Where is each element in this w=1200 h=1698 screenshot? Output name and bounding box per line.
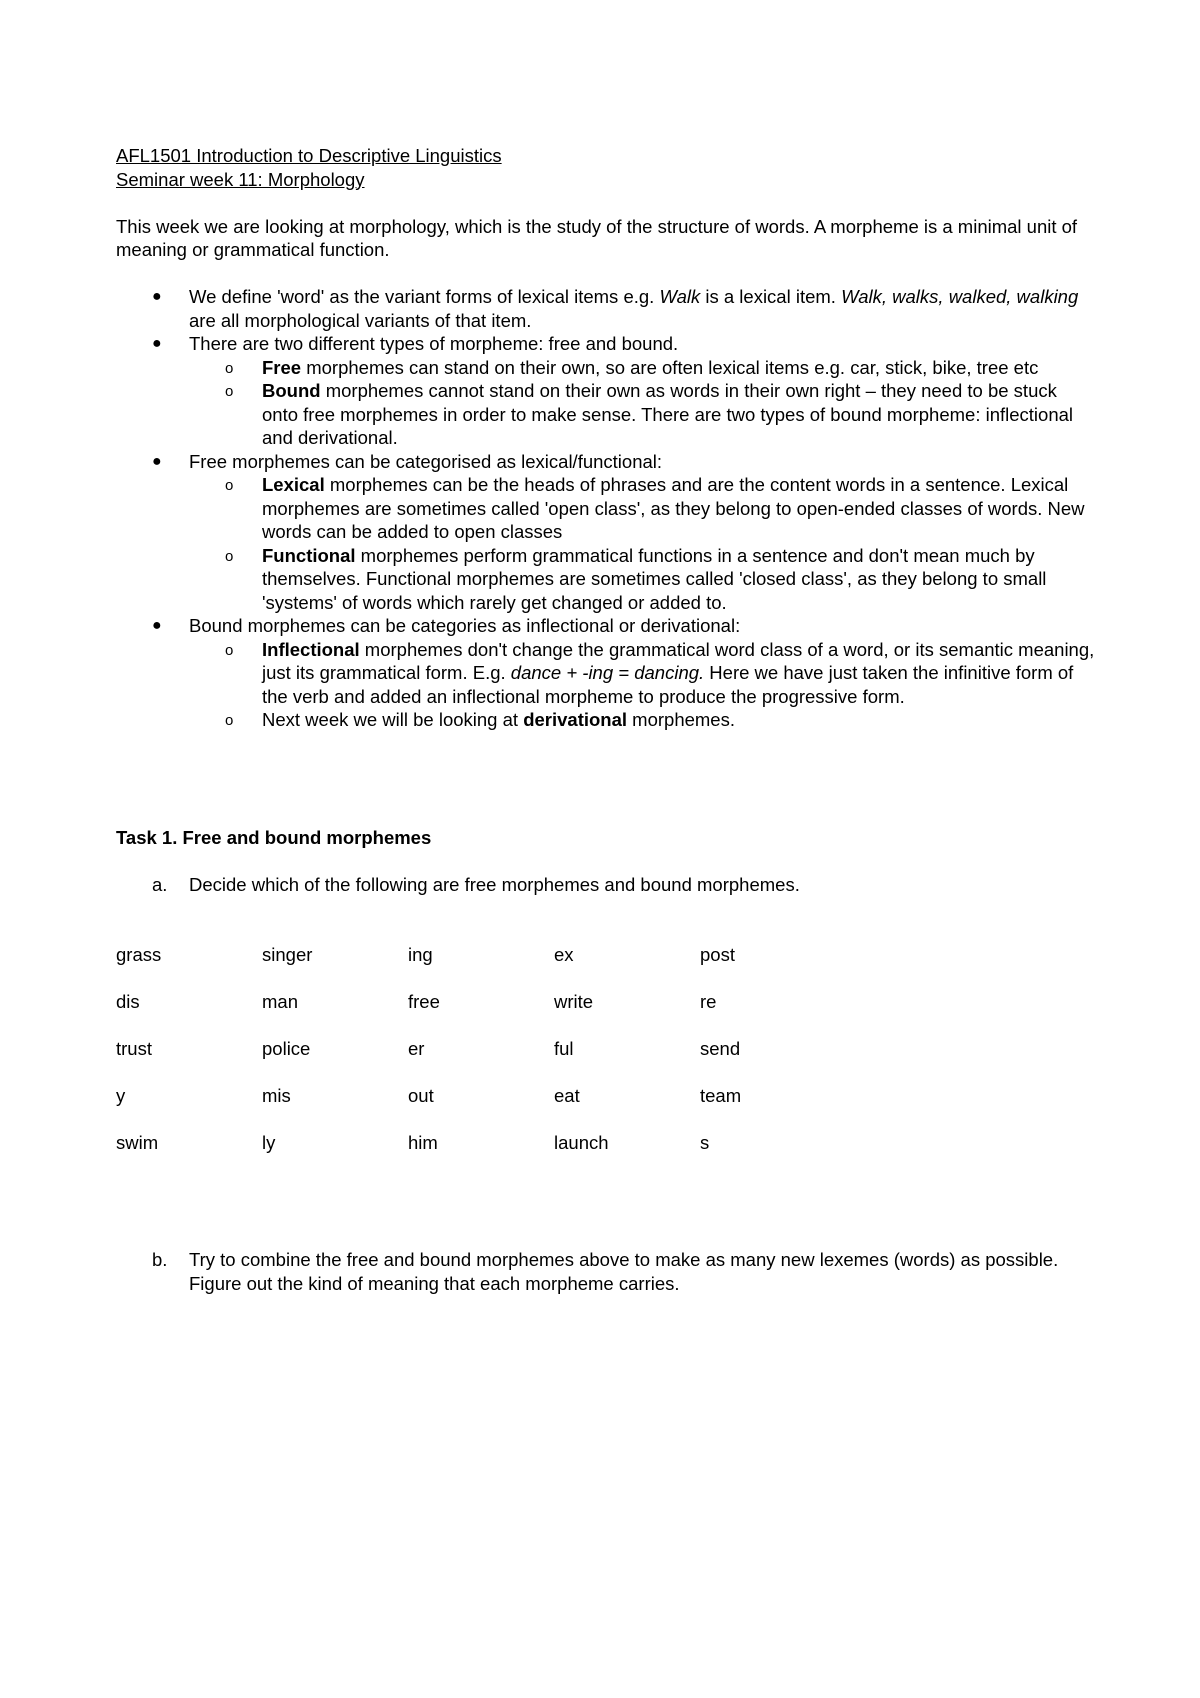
sub-list-free (189, 473, 1096, 614)
sub-list-bound (189, 638, 1096, 732)
sub-bullet-icon: o (225, 712, 234, 729)
table-cell: y (116, 1085, 126, 1106)
table-row (116, 1084, 846, 1131)
sub-item-lexical: o Lexical morphemes can be the heads of phrases and are the content words in a sentence. Lexical morphemes are sometimes called 'open class', as they belong to open-ended classes of words. New words can be added to open classes (225, 474, 1085, 542)
table-cell: free (408, 991, 440, 1012)
bullet-icon: ● (152, 335, 162, 352)
bullet-free-categories: ● Free morphemes can be categorised as lexical/functional: o Lexical morphemes can be the heads of phrases and are the content words in a sentence. Lexical morphemes are sometimes called 'open class', as they belong to open-ended classes of words. New words can be added to open classes o Functional morphemes perform grammatical functions in a sentence and don't mean much by themselves. Functional morphemes are sometimes called 'closed class', as they belong to small 'systems' of words which rarely get changed or added to. (116, 450, 1096, 615)
bullet-icon: ● (152, 452, 162, 470)
table-cell: police (262, 1038, 311, 1059)
sub-bullet-icon: o (225, 641, 234, 659)
table-cell: dis (116, 991, 140, 1012)
table-cell: post (700, 944, 735, 965)
bullet-bound-categories: ● Bound morphemes can be categories as inflectional or derivational: o Inflectional morphemes don't change the grammatical word class of a word, or its semantic meaning, just its grammatical form. E.g. dance + -ing = dancing. Here we have just taken the infinitive form of the verb and added an inflectional morpheme to produce the progressive form. o Next week we will be looking at derivational morphemes. (116, 614, 1096, 732)
intro-paragraph: This week we are looking at morphology, which is the study of the structure of words. A morpheme is a minimal unit of meaning or grammatical function. (116, 215, 1078, 260)
table-cell: write (554, 991, 594, 1012)
task-b-letter: b. (152, 1249, 168, 1270)
sub-bullet-icon: o (225, 547, 234, 565)
sub-bullet-icon: o (225, 477, 234, 494)
task-b (116, 1248, 1096, 1295)
task-a-text: Decide which of the following are free morphemes and bound morphemes. (189, 873, 800, 895)
morpheme-table (116, 943, 846, 1178)
table-cell: ly (262, 1132, 276, 1153)
table-cell: out (408, 1085, 434, 1106)
table-cell: grass (116, 944, 162, 965)
table-cell: send (700, 1038, 741, 1059)
table-cell: mis (262, 1085, 291, 1106)
table-cell: trust (116, 1038, 152, 1059)
task-heading: Task 1. Free and bound morphemes (116, 826, 432, 848)
table-cell: re (700, 991, 717, 1012)
sub-bullet-icon: o (225, 383, 234, 400)
bullet-icon: ● (152, 288, 162, 305)
table-cell: s (700, 1132, 710, 1153)
table-cell: man (262, 991, 298, 1012)
bullet-morpheme-types: ● There are two different types of morpheme: free and bound. o Free morphemes can stand on their own, so are often lexical items e.g. car, stick, bike, tree etc o Bound morphemes cannot stand on their own as words in their own right – they need to be stuck onto free morphemes in order to make sense. There are two types of bound morpheme: inflectional and derivational. (116, 332, 1096, 450)
sub-item-functional: o Functional morphemes perform grammatical functions in a sentence and don't mean much by themselves. Functional morphemes are sometimes called 'closed class', as they belong to small 'systems' of words which rarely get changed or added to. (225, 544, 1047, 613)
sub-list-types (189, 356, 1096, 450)
table-cell: er (408, 1038, 425, 1059)
table-cell: ful (554, 1038, 574, 1059)
table-cell: swim (116, 1132, 159, 1153)
table-cell: ing (408, 944, 433, 965)
table-row (116, 1131, 846, 1178)
document-page (116, 144, 1096, 1295)
main-bullet-list (116, 285, 1096, 732)
sub-bullet-icon: o (225, 359, 234, 377)
table-cell: eat (554, 1085, 580, 1106)
table-cell: team (700, 1085, 742, 1106)
table-cell: singer (262, 944, 313, 965)
table-row (116, 990, 846, 1037)
sub-item-next-week: o Next week we will be looking at derivational morphemes. (189, 708, 1096, 732)
task-b-text: Try to combine the free and bound morphemes above to make as many new lexemes (words) as possible. Figure out the kind of meaning that each morpheme carries. (189, 1249, 1059, 1294)
course-title: AFL1501 Introduction to Descriptive Linguistics (116, 145, 502, 166)
table-cell: ex (554, 944, 574, 965)
task-a (116, 873, 1096, 897)
table-cell: launch (554, 1132, 609, 1153)
table-row (116, 943, 846, 990)
table-row (116, 1037, 846, 1084)
bullet-icon: ● (152, 617, 162, 634)
seminar-title: Seminar week 11: Morphology (116, 168, 365, 190)
sub-item-inflectional: o Inflectional morphemes don't change the grammatical word class of a word, or its semantic meaning, just its grammatical form. E.g. dance + -ing = dancing. Here we have just taken the infinitive form of the verb and added an inflectional morpheme to produce the progressive form. (225, 638, 1095, 707)
sub-item-free: o Free morphemes can stand on their own, so are often lexical items e.g. car, stick, bike, tree etc (189, 356, 1096, 380)
sub-item-bound: o Bound morphemes cannot stand on their own as words in their own right – they need to be stuck onto free morphemes in order to make sense. There are two types of bound morpheme: inflectional and derivational. (225, 380, 1074, 448)
table-cell: him (408, 1132, 438, 1153)
bullet-word-definition: ● We define 'word' as the variant forms of lexical items e.g. Walk is a lexical item. Walk, walks, walked, walking are all morphological variants of that item. (152, 286, 1079, 331)
task-a-letter: a. (152, 873, 168, 895)
